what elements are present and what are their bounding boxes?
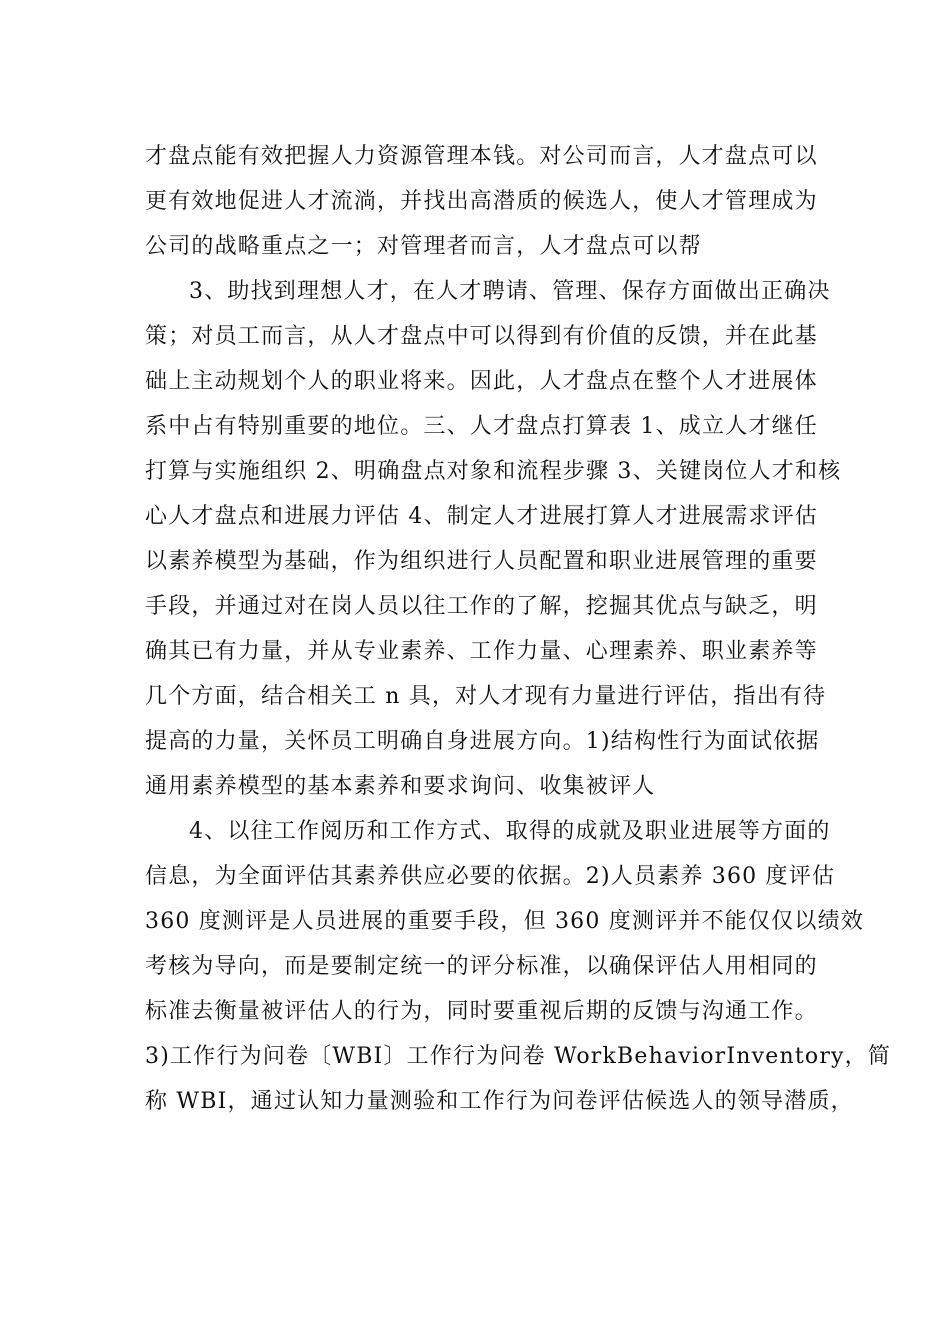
text-line-13: 几个方面，结合相关工 n 具，对人才现有力量进行评估，指出有待 bbox=[145, 684, 827, 709]
text-line-12: 确其已有力量，并从专业素养、工作力量、心理素养、职业素养等 bbox=[145, 639, 818, 664]
text-line-2: 更有效地促进人才流淌，并找出高潜质的候选人，使人才管理成为 bbox=[145, 189, 818, 214]
text-line-9: 心人才盘点和进展力评估 4、制定人才进展打算人才进展需求评估 bbox=[145, 504, 818, 529]
text-line-19: 考核为导向，而是要制定统一的评分标准，以确保评估人用相同的 bbox=[145, 954, 818, 979]
text-line-3: 公司的战略重点之一；对管理者而言，人才盘点可以帮 bbox=[145, 234, 702, 259]
text-line-4: 3、助找到理想人才，在人才聘请、管理、保存方面做出正确决 bbox=[189, 279, 831, 304]
text-line-1: 才盘点能有效把握人力资源管理本钱。对公司而言，人才盘点可以 bbox=[145, 144, 818, 169]
text-line-6: 础上主动规划个人的职业将来。因此，人才盘点在整个人才进展体 bbox=[145, 369, 818, 394]
text-line-18: 360 度测评是人员进展的重要手段，但 360 度测评并不能仅仅以绩效 bbox=[145, 909, 864, 934]
text-line-11: 手段，并通过对在岗人员以往工作的了解，挖掘其优点与缺乏，明 bbox=[145, 594, 818, 619]
text-line-17: 信息，为全面评估其素养供应必要的依据。2)人员素养 360 度评估 bbox=[145, 864, 836, 889]
text-line-5: 策；对员工而言，从人才盘点中可以得到有价值的反馈，并在此基 bbox=[145, 324, 818, 349]
text-line-7: 系中占有特别重要的地位。三、人才盘点打算表 1、成立人才继任 bbox=[145, 414, 818, 439]
text-line-8: 打算与实施组织 2、明确盘点对象和流程步骤 3、关键岗位人才和核 bbox=[145, 459, 842, 484]
body-text bbox=[145, 134, 892, 1124]
text-line-15: 通用素养模型的基本素养和要求询问、收集被评人 bbox=[145, 774, 656, 799]
text-line-21: 3)工作行为问卷〔WBI〕工作行为问卷 WorkBehaviorInventory，简 bbox=[145, 1044, 892, 1069]
text-line-10: 以素养模型为基础，作为组织进行人员配置和职业进展管理的重要 bbox=[145, 549, 818, 574]
text-line-20: 标准去衡量被评估人的行为，同时要重视后期的反馈与沟通工作。 bbox=[145, 999, 818, 1024]
text-line-22: 称 WBI，通过认知力量测验和工作行为问卷评估候选人的领导潜质， bbox=[145, 1089, 854, 1114]
text-line-16: 4、以往工作阅历和工作方式、取得的成就及职业进展等方面的 bbox=[189, 819, 831, 844]
text-line-14: 提高的力量，关怀员工明确自身进展方向。1)结构性行为面试依据 bbox=[145, 729, 820, 754]
